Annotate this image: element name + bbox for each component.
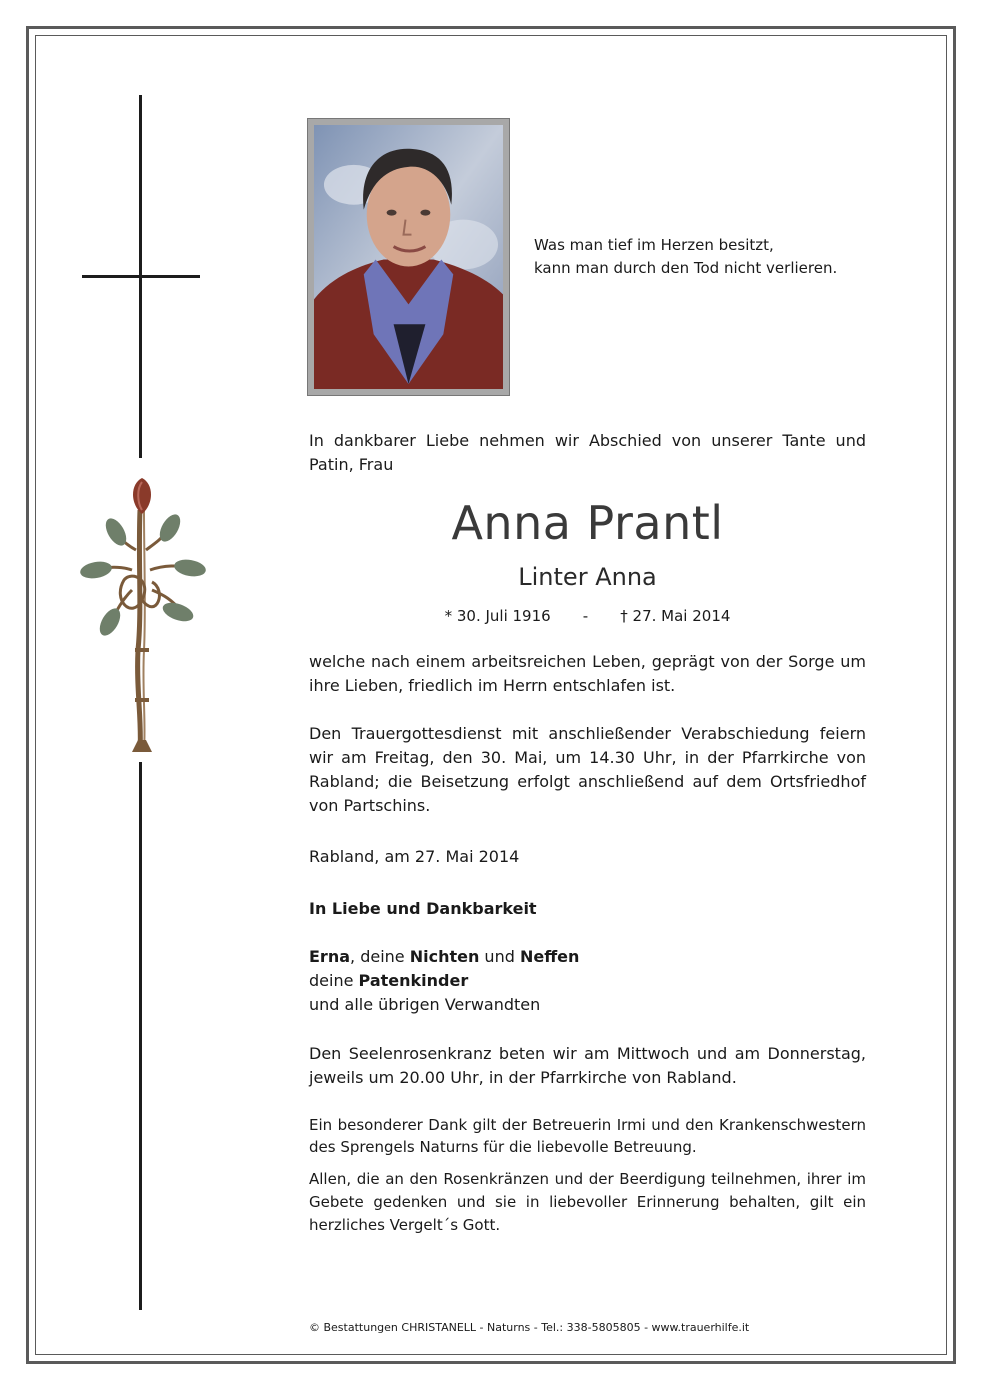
funeral-line: wir am Freitag, den 30. Mai, um 14.30 Uhr, in der Pfarrkirche von	[309, 748, 866, 767]
death-date: † 27. Mai 2014	[620, 607, 731, 625]
family-nieces: Nichten	[409, 947, 480, 966]
thanks-text-1	[309, 1114, 866, 1158]
funeral-line: Rabland; die Beisetzung erfolgt anschließend auf dem Ortsfriedhof	[309, 772, 866, 791]
intro-text	[309, 429, 866, 477]
family-line: und alle übrigen Verwandten	[309, 995, 541, 1014]
cross-lower-bar	[139, 762, 142, 1310]
funeral-text	[309, 722, 866, 818]
deceased-nickname: Linter Anna	[518, 563, 657, 591]
family-godchildren: Patenkinder	[358, 971, 469, 990]
family-list	[309, 945, 866, 1017]
funeral-line: Den Trauergottesdienst mit anschließender Verabschiedung feiern	[309, 724, 866, 743]
family-line	[309, 945, 866, 969]
intro-line: Patin, Frau	[309, 455, 394, 474]
deceased-name: Anna Prantl	[451, 496, 724, 550]
cross-crossbar	[82, 275, 200, 278]
family-erna: Erna	[309, 947, 351, 966]
date-separator: -	[582, 607, 589, 625]
quote-line: Was man tief im Herzen besitzt,	[534, 236, 774, 254]
life-dates	[309, 605, 866, 627]
rosary-line: Den Seelenrosenkranz beten wir am Mittwoch und am Donnerstag,	[309, 1044, 866, 1063]
portrait-frame	[307, 118, 510, 396]
closing-line: In Liebe und Dankbarkeit	[309, 899, 537, 918]
rose-ornament-icon	[72, 470, 212, 760]
thanks-text-2	[309, 1168, 866, 1237]
thanks-line: Allen, die an den Rosenkränzen und der Beerdigung teilnehmen, ihrer im	[309, 1170, 866, 1188]
family-text: deine	[309, 971, 359, 990]
family-nephews: Neffen	[519, 947, 580, 966]
rosary-text	[309, 1042, 866, 1090]
quote-line: kann man durch den Tod nicht verlieren.	[534, 259, 838, 277]
portrait-photo	[314, 125, 503, 389]
place-date: Rabland, am 27. Mai 2014	[309, 847, 520, 866]
life-line: ihre Lieben, friedlich im Herrn entschlafen ist.	[309, 676, 676, 695]
intro-line: In dankbarer Liebe nehmen wir Abschied von unserer Tante und	[309, 431, 866, 450]
thanks-line: herzliches Vergelt´s Gott.	[309, 1216, 501, 1234]
family-line	[309, 969, 866, 993]
family-text: und	[479, 947, 520, 966]
life-text	[309, 650, 866, 698]
thanks-line: Gebete gedenken und sie in liebevoller Erinnerung behalten, gilt ein	[309, 1193, 866, 1211]
funeral-line: von Partschins.	[309, 796, 431, 815]
birth-date: * 30. Juli 1916	[444, 607, 551, 625]
family-text: , deine	[350, 947, 410, 966]
life-line: welche nach einem arbeitsreichen Leben, geprägt von der Sorge um	[309, 652, 866, 671]
thanks-line: des Sprengels Naturns für die liebevolle Betreuung.	[309, 1138, 697, 1156]
memorial-quote	[534, 234, 837, 280]
thanks-line: Ein besonderer Dank gilt der Betreuerin Irmi und den Krankenschwestern	[309, 1116, 866, 1134]
footer-credit: © Bestattungen CHRISTANELL - Naturns - Tel.: 338-5805805 - www.trauerhilfe.it	[309, 1321, 750, 1334]
rosary-line: jeweils um 20.00 Uhr, in der Pfarrkirche von Rabland.	[309, 1068, 737, 1087]
